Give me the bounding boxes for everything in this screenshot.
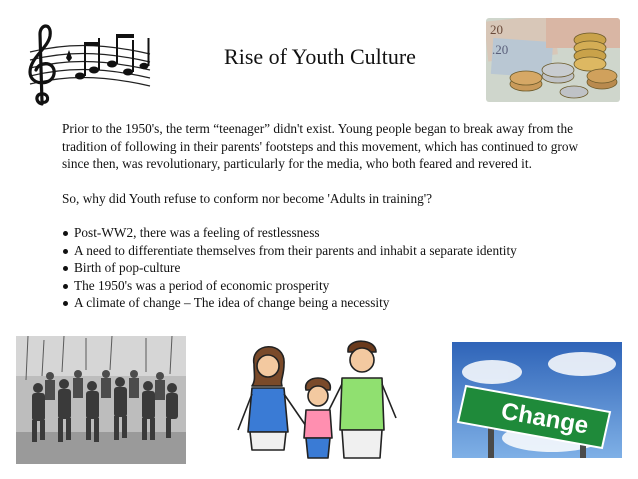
money-coins-photo <box>486 18 620 102</box>
slide-body <box>62 120 582 312</box>
question-paragraph: So, why did Youth refuse to conform nor become 'Adults in training'? <box>62 190 433 206</box>
bullet-item <box>62 294 582 312</box>
music-notes-clipart <box>18 14 158 110</box>
bullet-text: A climate of change – The idea of change being a necessity <box>74 295 390 310</box>
bullet-item <box>62 224 582 242</box>
bullet-dot-icon <box>63 249 68 254</box>
change-sign-photo <box>452 342 622 458</box>
marching-soldiers-photo <box>16 336 186 464</box>
change-sign-text: Change <box>499 397 591 440</box>
slide-title: Rise of Youth Culture <box>224 44 416 69</box>
bullet-text: Birth of pop-culture <box>74 260 181 275</box>
intro-paragraph: Prior to the 1950's, the term “teenager” didn't exist. Young people began to break away from the tradition of following in their parents' footsteps and this movement, which has continued to grow since then, was revolutionary, particularly for the media, who both feared and revered it. <box>62 121 579 171</box>
bullet-text: A need to differentiate themselves from their parents and inhabit a separate identity <box>74 242 517 258</box>
bullet-dot-icon <box>63 284 68 289</box>
family-clipart <box>230 334 410 464</box>
bullet-list <box>62 224 582 312</box>
bullet-dot-icon <box>63 266 68 271</box>
svg-text:20: 20 <box>490 22 503 37</box>
bullet-item <box>62 259 582 277</box>
bullet-text: Post-WW2, there was a feeling of restlessness <box>74 225 320 240</box>
bullet-text: The 1950's was a period of economic prosperity <box>74 277 330 293</box>
bullet-dot-icon <box>63 231 68 236</box>
bullet-item <box>62 242 582 260</box>
bullet-dot-icon <box>63 301 68 306</box>
svg-text:.20: .20 <box>492 42 509 57</box>
bullet-item <box>62 277 582 295</box>
